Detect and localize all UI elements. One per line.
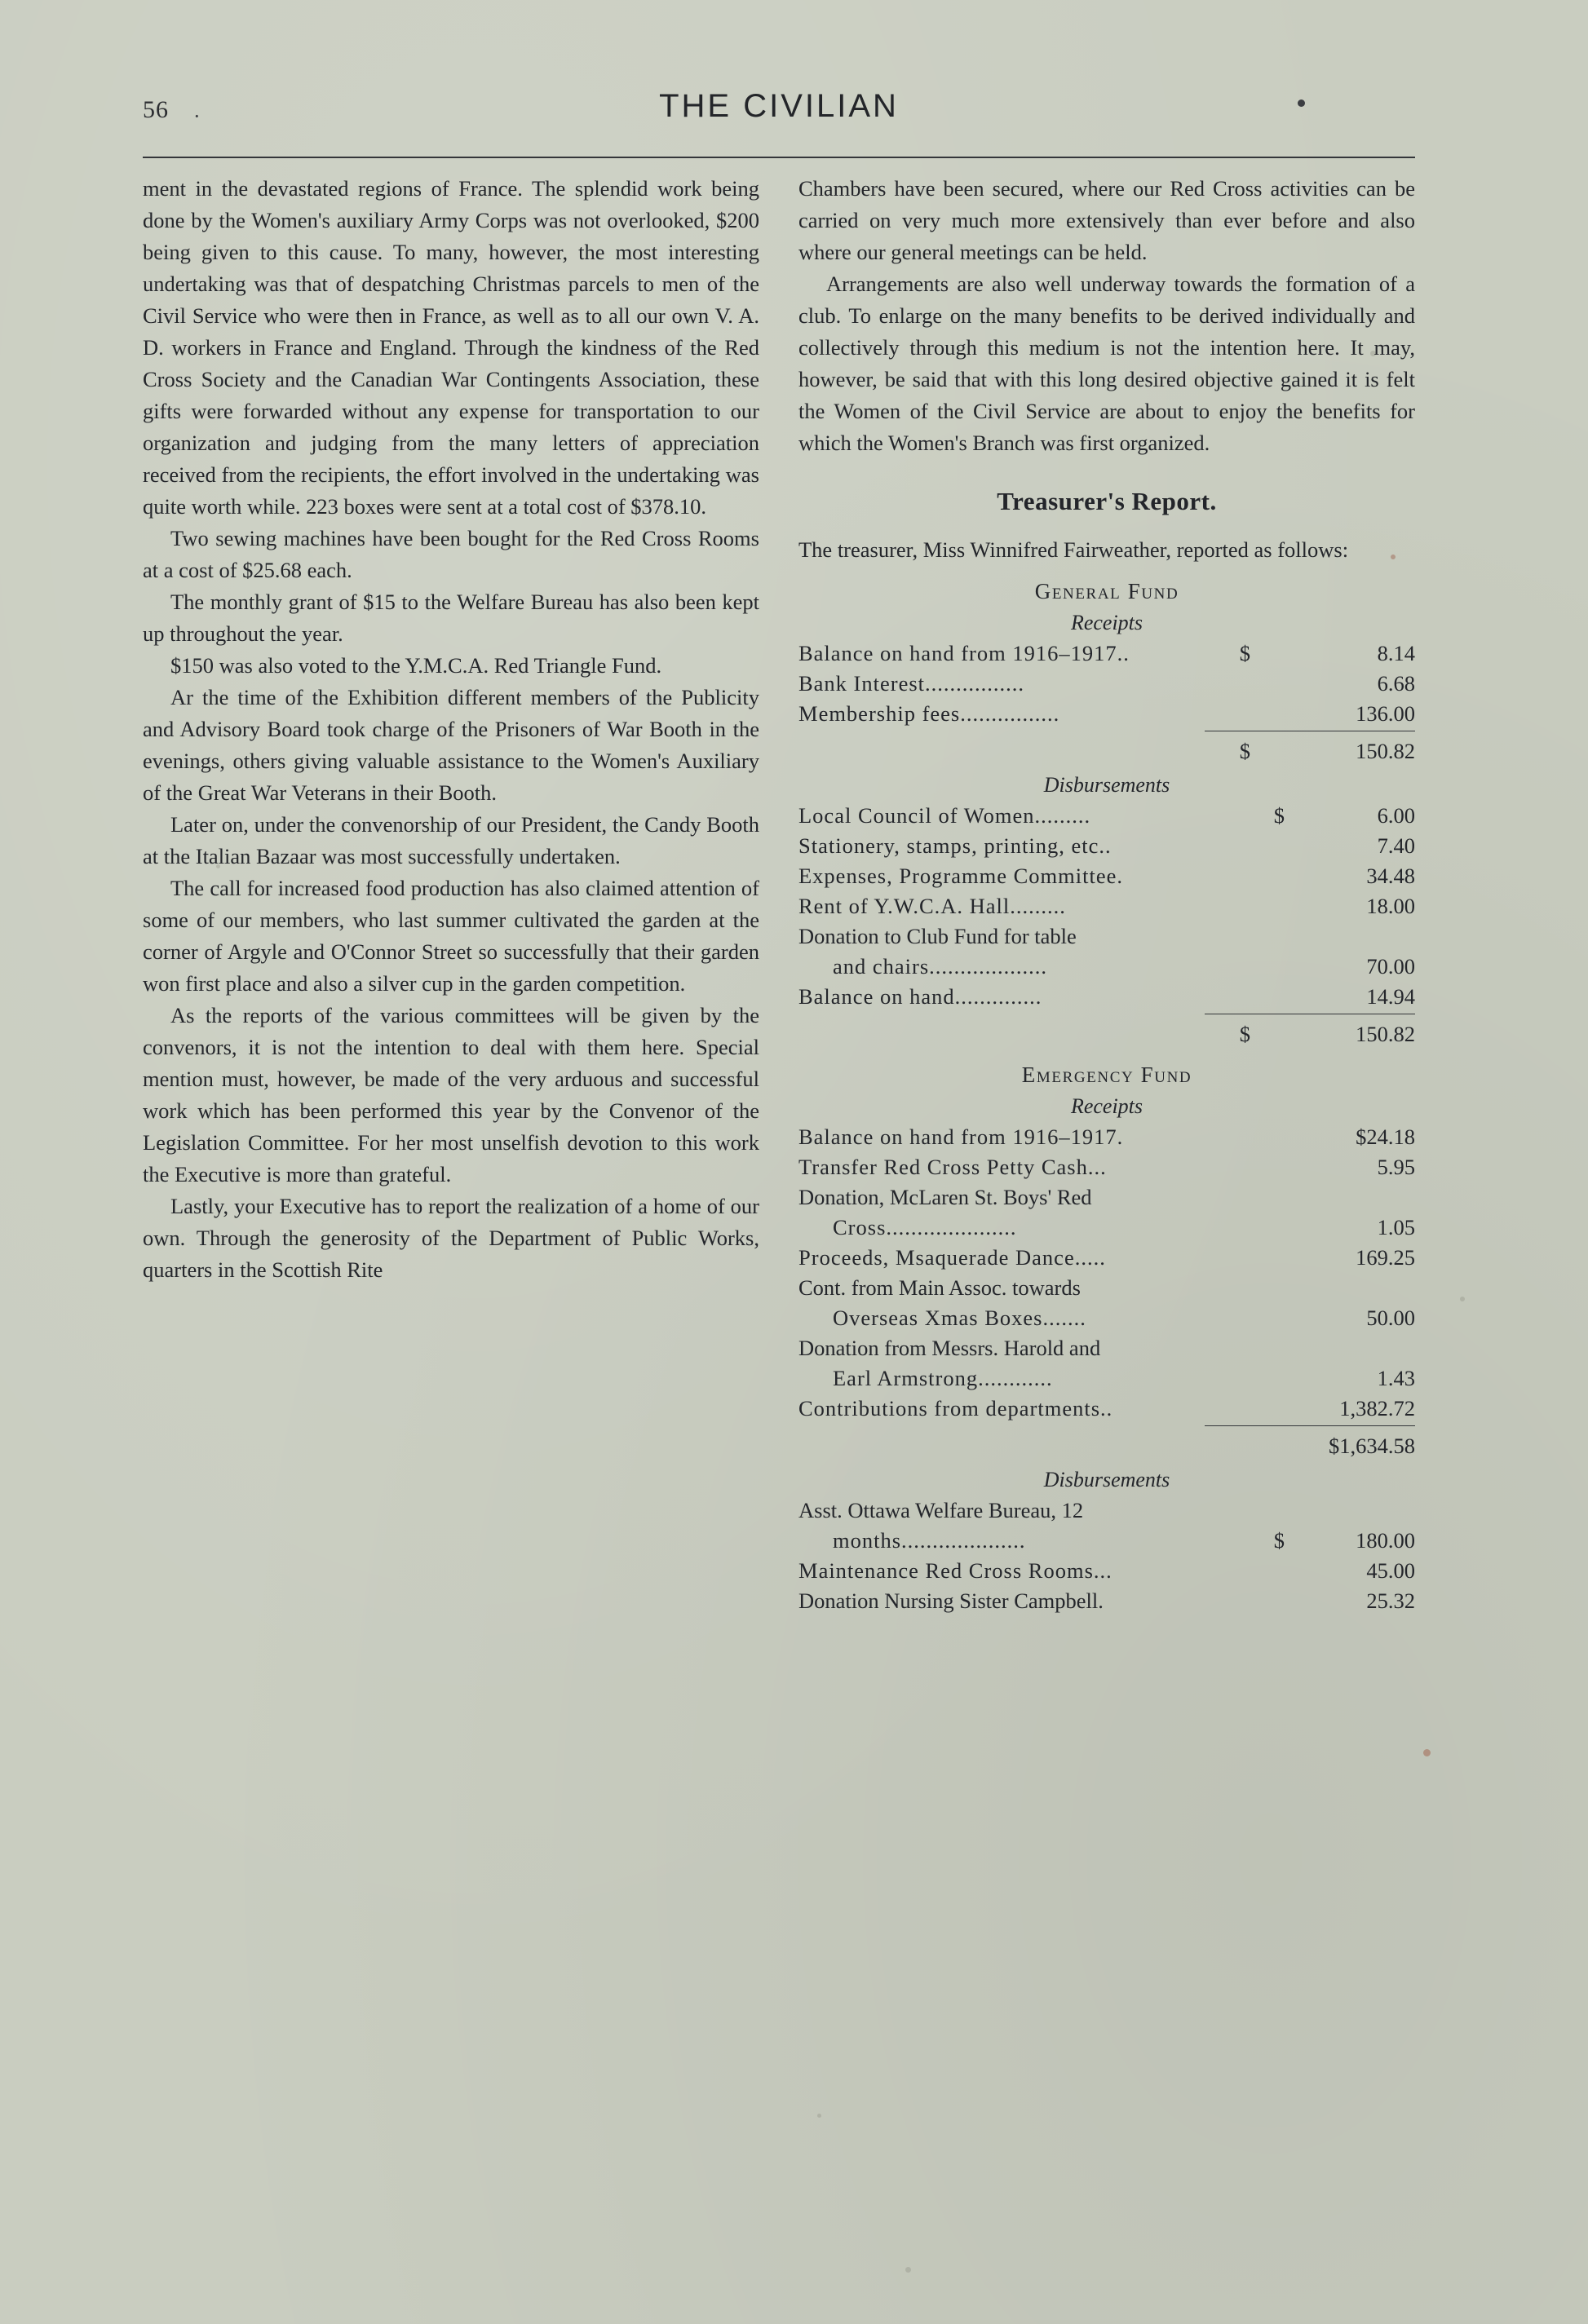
ledger-amount: 6.68: [1377, 671, 1415, 696]
ledger-desc: Rent of Y.W.C.A. Hall.........: [798, 894, 1066, 918]
ledger-currency: [1241, 1243, 1285, 1273]
ledger-currency: [1241, 1273, 1285, 1303]
ledger-desc: Donation from Messrs. Harold and: [798, 1336, 1101, 1360]
table-row: [798, 831, 1415, 861]
ledger-desc: Transfer Red Cross Petty Cash...: [798, 1155, 1107, 1179]
ledger-amount: [1285, 1273, 1415, 1303]
ledger-currency: [1241, 921, 1285, 952]
ledger-currency: [1241, 1556, 1285, 1586]
general-fund-heading: General Fund: [1034, 579, 1179, 603]
ink-dot-icon: [1298, 99, 1305, 107]
ledger-currency: [1241, 982, 1285, 1012]
table-row: [798, 1363, 1415, 1394]
ledger-desc: Maintenance Red Cross Rooms...: [798, 1558, 1112, 1583]
ledger-desc: Bank Interest................: [798, 671, 1025, 696]
ledger-currency: $: [1273, 1528, 1285, 1553]
ledger-amount: 1.05: [1377, 1215, 1415, 1239]
ledger-amount: [1285, 1333, 1415, 1363]
ledger-currency: [1241, 1333, 1285, 1363]
total-amount: $1,634.58: [1329, 1434, 1415, 1458]
ledger-desc: Balance on hand from 1916–1917.: [798, 1124, 1124, 1149]
ledger-desc: Local Council of Women.........: [798, 803, 1091, 828]
ledger-desc: Overseas Xmas Boxes.......: [833, 1306, 1086, 1330]
ledger-desc: Earl Armstrong............: [833, 1366, 1053, 1390]
total-currency: [1206, 1431, 1250, 1461]
ledger-desc: Cont. from Main Assoc. towards: [798, 1275, 1081, 1300]
table-row: [798, 1526, 1415, 1556]
ledger-desc: Asst. Ottawa Welfare Bureau, 12: [798, 1498, 1084, 1522]
ledger-desc: Proceeds, Msaquerade Dance.....: [798, 1245, 1106, 1270]
ledger-currency: [1241, 1182, 1285, 1213]
emergency-fund-receipts-label: Receipts: [1070, 1094, 1143, 1118]
table-row: [798, 952, 1415, 982]
paragraph: $150 was also voted to the Y.M.C.A. Red Triangle Fund.: [170, 653, 662, 678]
header-rule: [143, 157, 1415, 158]
paragraph: Ar the time of the Exhibition different members of the Publicity and Advisory Board took charge of the Prisoners of War Booth in the evenings, others giving valuable assistance to the Women's Auxiliary of the Great War Veterans in their Booth.: [143, 685, 759, 805]
ledger-desc: months....................: [833, 1528, 1026, 1553]
ledger-amount: 5.95: [1377, 1155, 1415, 1179]
ledger-desc: Expenses, Programme Committee.: [798, 864, 1123, 888]
table-row: [798, 861, 1415, 891]
table-row: [798, 921, 1415, 952]
ledger-amount: $24.18: [1356, 1124, 1415, 1149]
ledger-currency: [1241, 1496, 1285, 1526]
section-title-treasurers-report: Treasurer's Report.: [997, 487, 1217, 515]
running-title: THE CIVILIAN: [659, 88, 899, 124]
ledger-currency: [1241, 861, 1285, 891]
page-content: [143, 82, 1415, 1613]
ledger-currency: [1241, 1363, 1285, 1394]
ledger-currency: [1241, 1213, 1285, 1243]
left-column: [143, 173, 759, 1616]
page-number: 56: [143, 96, 169, 123]
ledger-amount: 34.48: [1366, 864, 1415, 888]
ledger-amount: [1285, 1182, 1415, 1213]
emergency-receipts-total-rule: [1205, 1425, 1415, 1426]
ledger-desc: Stationery, stamps, printing, etc..: [798, 833, 1112, 858]
general-fund-receipts-table: [798, 638, 1415, 729]
table-row: [798, 638, 1415, 669]
ledger-amount: 25.32: [1366, 1588, 1415, 1613]
ledger-amount: 18.00: [1366, 894, 1415, 918]
table-row: [798, 699, 1415, 729]
paragraph: ment in the devastated regions of France. The splendid work being done by the Women's auxiliary Army Corps was not overlooked, $200 being given to this cause. To many, however, the most interesting undertaking was that of despatching Christmas parcels to men of the Civil Service who were then in France, as well as to all our own V. A. D. workers in France and England. Through the kindness of the Red Cross Society and the Canadian War Contingents Association, these gifts were forwarded without any expense for transportation to our organization and judging from the many letters of appreciation received from the recipients, the effort involved in the undertaking was quite worth while. 223 boxes were sent at a total cost of $378.10.: [143, 176, 759, 519]
table-row: [798, 801, 1415, 831]
table-row: [798, 1303, 1415, 1333]
total-amount: 150.82: [1356, 739, 1415, 763]
total-currency: $: [1239, 739, 1250, 763]
ledger-desc: Balance on hand from 1916–1917..: [798, 641, 1130, 665]
ledger-amount: 169.25: [1356, 1245, 1415, 1270]
paragraph: Arrangements are also well underway towards the formation of a club. To enlarge on the many benefits to be derived individually and collectively through this medium is not the intention here. It may, however, be said that with this long desired objective gained it is felt the Women of the Civil Service are about to enjoy the benefits for which the Women's Branch was first organized.: [798, 272, 1415, 455]
ledger-currency: [1241, 1394, 1285, 1424]
paragraph: Lastly, your Executive has to report the realization of a home of our own. Through the generosity of the Department of Public Works, quarters in the Scottish Rite: [143, 1194, 759, 1282]
ledger-amount: [1285, 921, 1415, 952]
ledger-desc: Donation, McLaren St. Boys' Red: [798, 1185, 1092, 1209]
two-column-body: [143, 173, 1415, 1616]
table-row: [798, 1243, 1415, 1273]
ledger-currency: [1241, 952, 1285, 982]
right-column: [798, 173, 1415, 1616]
table-row: [798, 1333, 1415, 1363]
table-row: [798, 669, 1415, 699]
table-row-total: [798, 1019, 1415, 1049]
table-row: [798, 1556, 1415, 1586]
table-row: [798, 1213, 1415, 1243]
general-fund-disbursements-table: [798, 801, 1415, 1012]
ledger-amount: [1285, 1496, 1415, 1526]
ledger-amount: 14.94: [1366, 984, 1415, 1009]
ledger-amount: 45.00: [1366, 1558, 1415, 1583]
ledger-amount: 136.00: [1356, 701, 1415, 726]
ledger-currency: $: [1239, 641, 1250, 665]
ledger-currency: [1241, 831, 1285, 861]
paragraph: Two sewing machines have been bought for the Red Cross Rooms at a cost of $25.68 each.: [143, 526, 759, 582]
ledger-desc: Donation to Club Fund for table: [798, 924, 1077, 948]
ledger-currency: [1241, 1586, 1285, 1616]
table-row: [798, 1182, 1415, 1213]
table-row: [798, 1496, 1415, 1526]
ledger-amount: 1,382.72: [1339, 1396, 1415, 1420]
general-fund-disbursements-label: Disbursements: [1043, 773, 1170, 797]
paragraph: The call for increased food production has also claimed attention of some of our members, who last summer cultivated the garden at the corner of Argyle and O'Connor Street so successfully that their garden won first place and also a silver cup in the garden competition.: [143, 876, 759, 996]
table-row: [798, 1394, 1415, 1424]
ledger-currency: [1241, 891, 1285, 921]
ledger-desc: Membership fees................: [798, 701, 1060, 726]
emergency-fund-receipts-total: [798, 1431, 1415, 1461]
ledger-desc: Balance on hand..............: [798, 984, 1042, 1009]
ledger-desc: and chairs...................: [833, 954, 1048, 979]
total-amount: 150.82: [1356, 1022, 1415, 1046]
ledger-amount: 1.43: [1377, 1366, 1415, 1390]
emergency-fund-disbursements-table: [798, 1496, 1415, 1616]
paragraph: The monthly grant of $15 to the Welfare Bureau has also been kept up throughout the year.: [143, 590, 759, 646]
ledger-currency: $: [1273, 803, 1285, 828]
table-row-total: [798, 1431, 1415, 1461]
total-currency: $: [1239, 1022, 1250, 1046]
ledger-amount: 7.40: [1377, 833, 1415, 858]
ledger-amount: 8.14: [1377, 641, 1415, 665]
ledger-desc: Contributions from departments..: [798, 1396, 1113, 1420]
paragraph: Later on, under the convenorship of our President, the Candy Booth at the Italian Bazaar was most successfully undertaken.: [143, 812, 759, 868]
ledger-currency: [1206, 669, 1250, 699]
treasurer-intro: The treasurer, Miss Winnifred Fairweather, reported as follows:: [798, 537, 1349, 562]
emergency-fund-receipts-table: [798, 1122, 1415, 1424]
ledger-desc: Cross.....................: [833, 1215, 1017, 1239]
ledger-currency: [1241, 1303, 1285, 1333]
folio-dot-mark: ·: [193, 104, 201, 128]
ledger-desc: Donation Nursing Sister Campbell.: [798, 1588, 1104, 1613]
paragraph: As the reports of the various committees will be given by the convenors, it is not the intention to deal with them here. Special mention must, however, be made of the very arduous and successful work which has been performed this year by the Convenor of the Legislation Committee. For her most unselfish devotion to this work the Executive is more than grateful.: [143, 1003, 759, 1186]
emergency-fund-heading: Emergency Fund: [1021, 1063, 1192, 1087]
table-row: [798, 982, 1415, 1012]
page-header: [143, 82, 1415, 147]
ledger-currency: [1241, 1122, 1285, 1152]
table-row: [798, 891, 1415, 921]
ledger-amount: 6.00: [1377, 803, 1415, 828]
emergency-fund-disbursements-label: Disbursements: [1043, 1468, 1170, 1491]
ledger-amount: 50.00: [1366, 1306, 1415, 1330]
ledger-amount: 70.00: [1366, 954, 1415, 979]
table-row: [798, 1586, 1415, 1616]
ledger-amount: 180.00: [1356, 1528, 1415, 1553]
general-fund-receipts-label: Receipts: [1070, 611, 1143, 634]
table-row: [798, 1152, 1415, 1182]
table-row-total: [798, 736, 1415, 767]
table-row: [798, 1122, 1415, 1152]
general-fund-receipts-total: [798, 736, 1415, 767]
paragraph: Chambers have been secured, where our Red Cross activities can be carried on very much more extensively than ever before and also where our general meetings can be held.: [798, 176, 1415, 264]
table-row: [798, 1273, 1415, 1303]
general-fund-disbursements-total: [798, 1019, 1415, 1049]
ledger-currency: [1206, 699, 1250, 729]
ledger-currency: [1241, 1152, 1285, 1182]
